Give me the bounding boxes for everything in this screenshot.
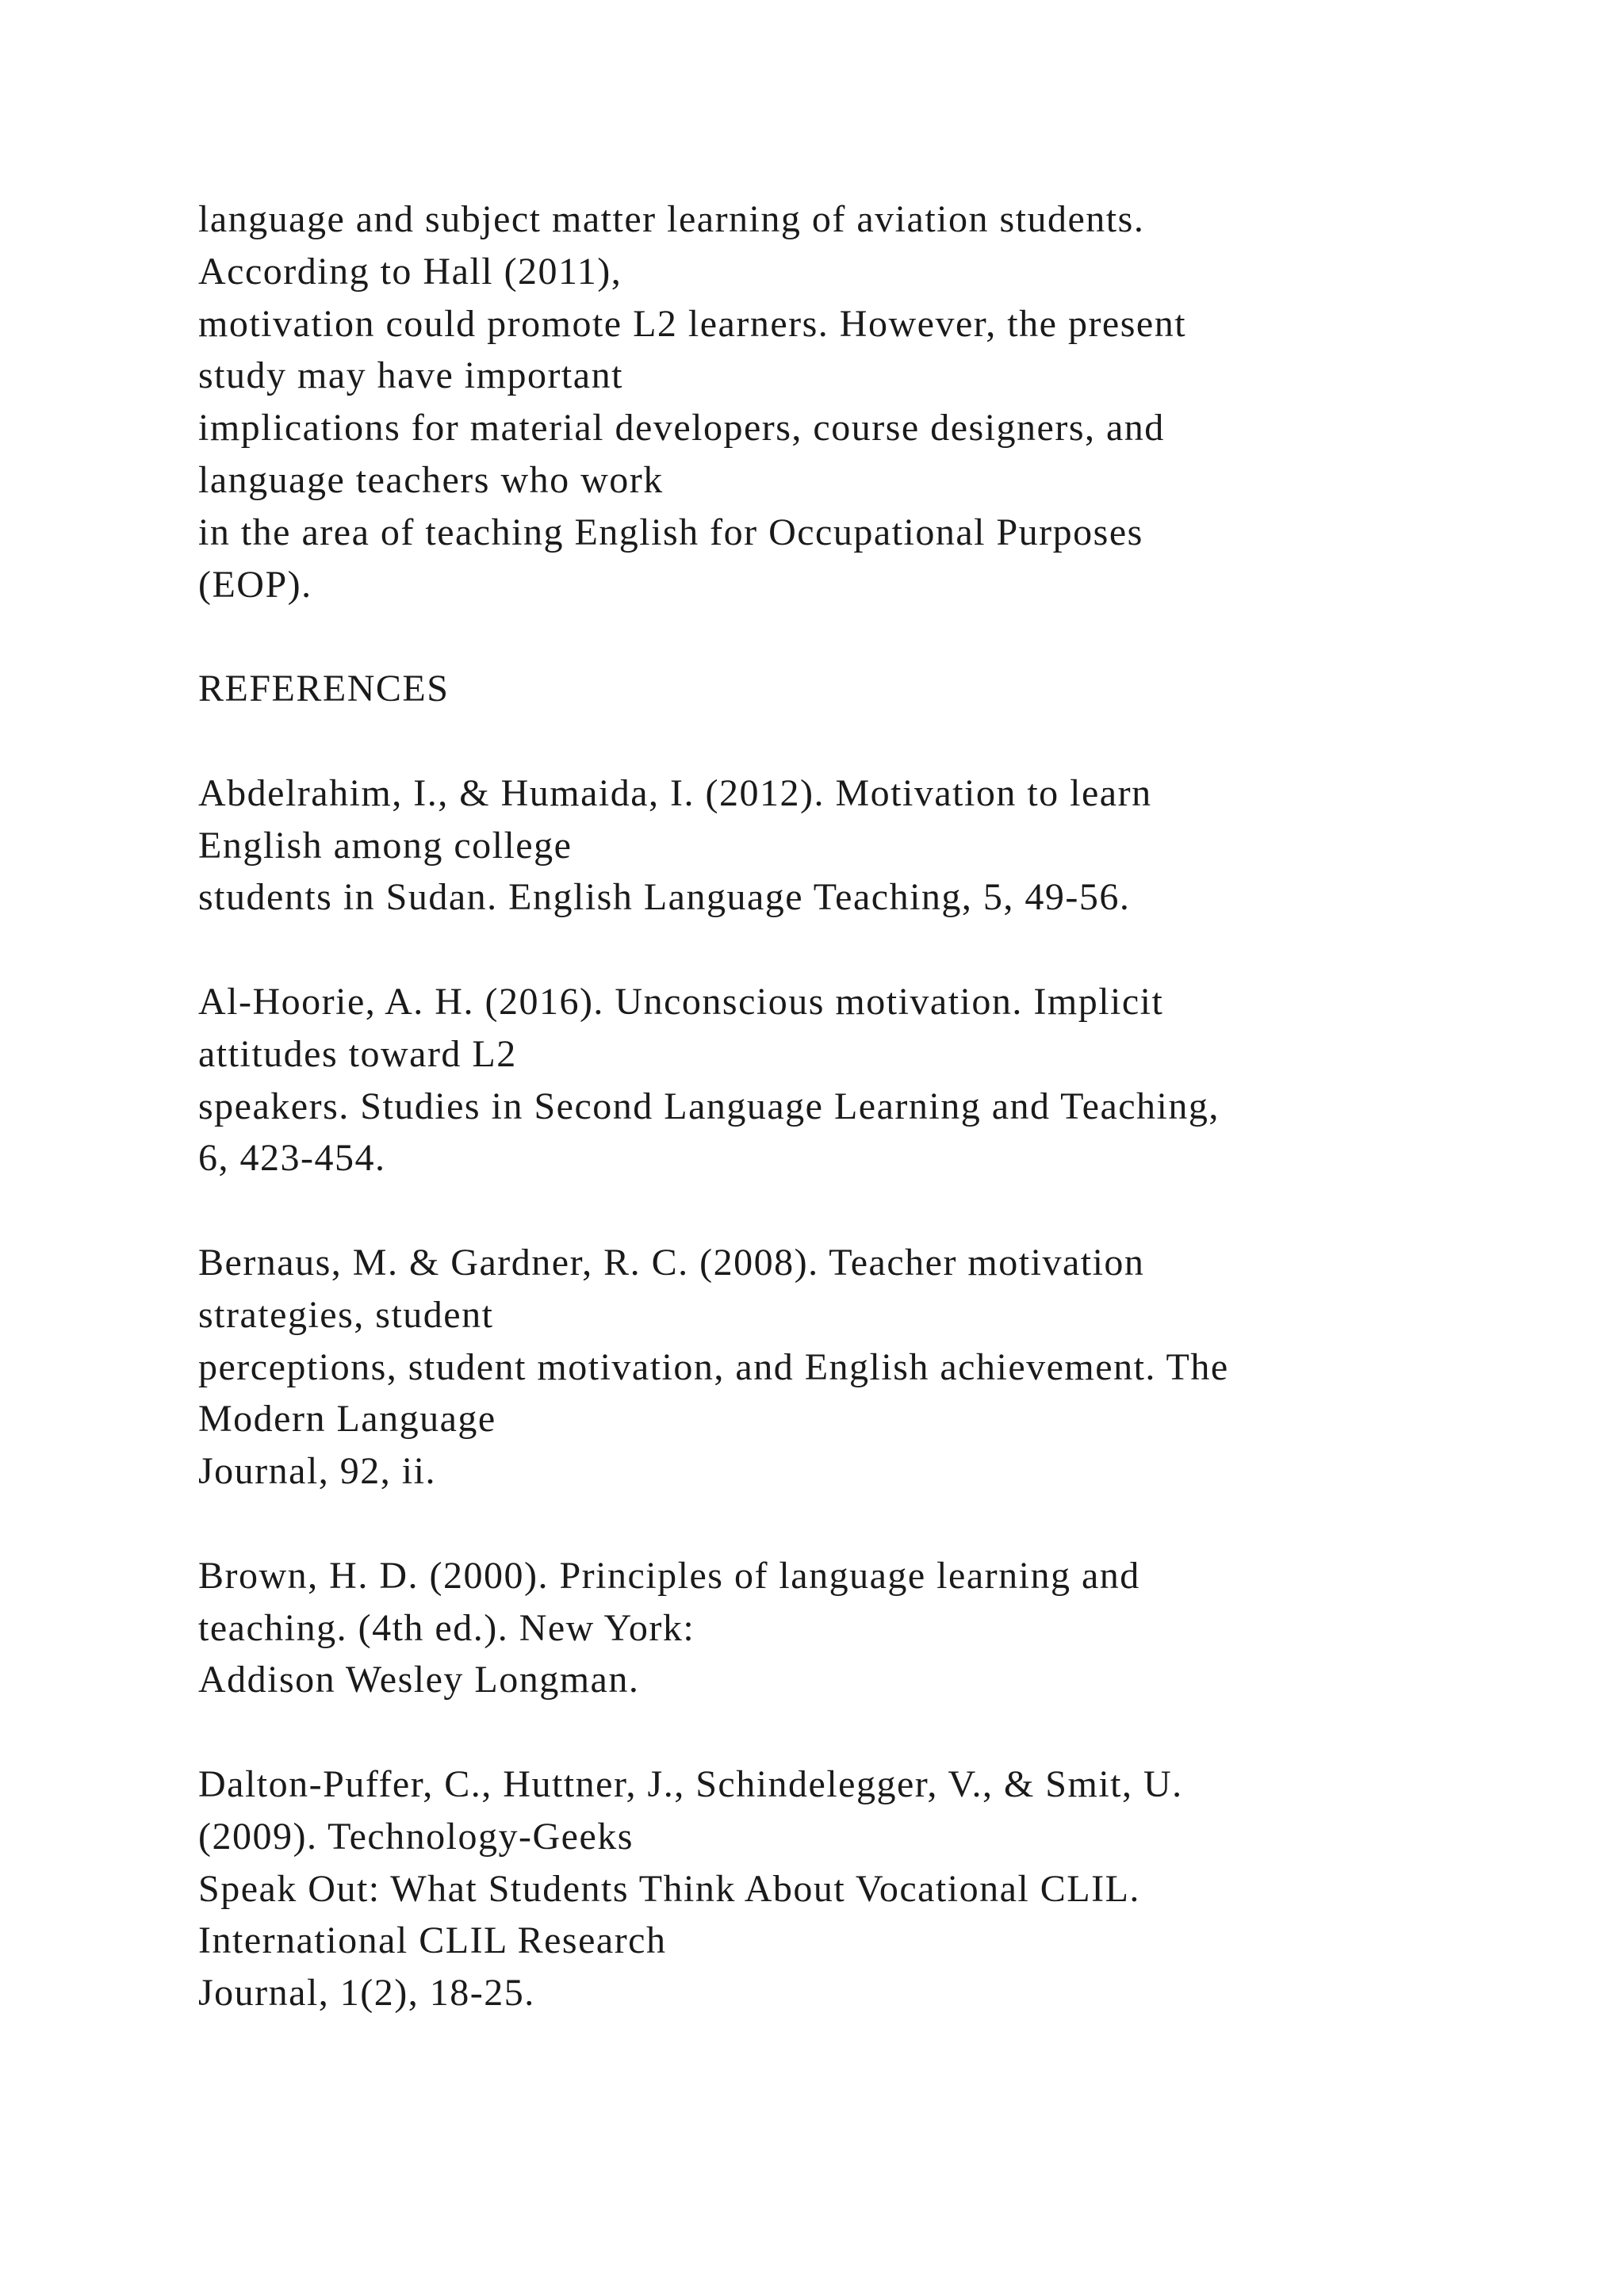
document-body — [198, 193, 1546, 2019]
intro-line: implications for material developers, course designers, and — [198, 407, 1165, 450]
paragraph-spacer — [198, 1498, 1546, 1550]
paragraph-spacer — [198, 715, 1546, 767]
paragraph-spacer — [198, 610, 1546, 663]
paragraph-spacer — [198, 1184, 1546, 1237]
reference-line: perceptions, student motivation, and English achievement. The — [198, 1345, 1229, 1388]
reference-line: Al-Hoorie, A. H. (2016). Unconscious motivation. Implicit — [198, 980, 1164, 1023]
intro-line: study may have important — [198, 354, 623, 397]
reference-entry — [198, 976, 1546, 1184]
reference-line: English among college — [198, 824, 573, 867]
reference-line: Journal, 1(2), 18-25. — [198, 1972, 535, 2015]
reference-line: attitudes toward L2 — [198, 1032, 517, 1075]
intro-line: language teachers who work — [198, 458, 664, 501]
reference-entry — [198, 1758, 1546, 2019]
intro-line: (EOP). — [198, 563, 312, 606]
reference-line: Modern Language — [198, 1398, 496, 1441]
paragraph-spacer — [198, 1706, 1546, 1758]
reference-entry — [198, 1550, 1546, 1706]
reference-line: Dalton-Puffer, C., Huttner, J., Schindelegger, V., & Smit, U. — [198, 1762, 1183, 1805]
reference-line: students in Sudan. English Language Teaching, 5, 49-56. — [198, 876, 1131, 919]
reference-entry — [198, 1237, 1546, 1498]
references-heading: REFERENCES — [198, 668, 450, 710]
reference-line: teaching. (4th ed.). New York: — [198, 1606, 695, 1649]
reference-line: Addison Wesley Longman. — [198, 1659, 640, 1701]
reference-line: 6, 423-454. — [198, 1137, 386, 1180]
intro-line: in the area of teaching English for Occupational Purposes — [198, 511, 1143, 553]
intro-paragraph — [198, 193, 1546, 610]
reference-entry — [198, 767, 1546, 924]
reference-line: (2009). Technology-Geeks — [198, 1815, 634, 1858]
reference-line: International CLIL Research — [198, 1919, 667, 1962]
intro-line: language and subject matter learning of aviation students. — [198, 198, 1145, 240]
reference-line: Bernaus, M. & Gardner, R. C. (2008). Teacher motivation — [198, 1241, 1145, 1284]
reference-line: Abdelrahim, I., & Humaida, I. (2012). Motivation to learn — [198, 771, 1152, 814]
reference-line: Brown, H. D. (2000). Principles of language learning and — [198, 1554, 1140, 1597]
reference-line: speakers. Studies in Second Language Learning and Teaching, — [198, 1085, 1220, 1127]
paragraph-spacer — [198, 924, 1546, 976]
intro-line: According to Hall (2011), — [198, 250, 622, 293]
reference-line: strategies, student — [198, 1293, 494, 1336]
intro-line: motivation could promote L2 learners. However, the present — [198, 302, 1187, 345]
reference-line: Speak Out: What Students Think About Vocational CLIL. — [198, 1867, 1140, 1910]
reference-line: Journal, 92, ii. — [198, 1450, 436, 1493]
